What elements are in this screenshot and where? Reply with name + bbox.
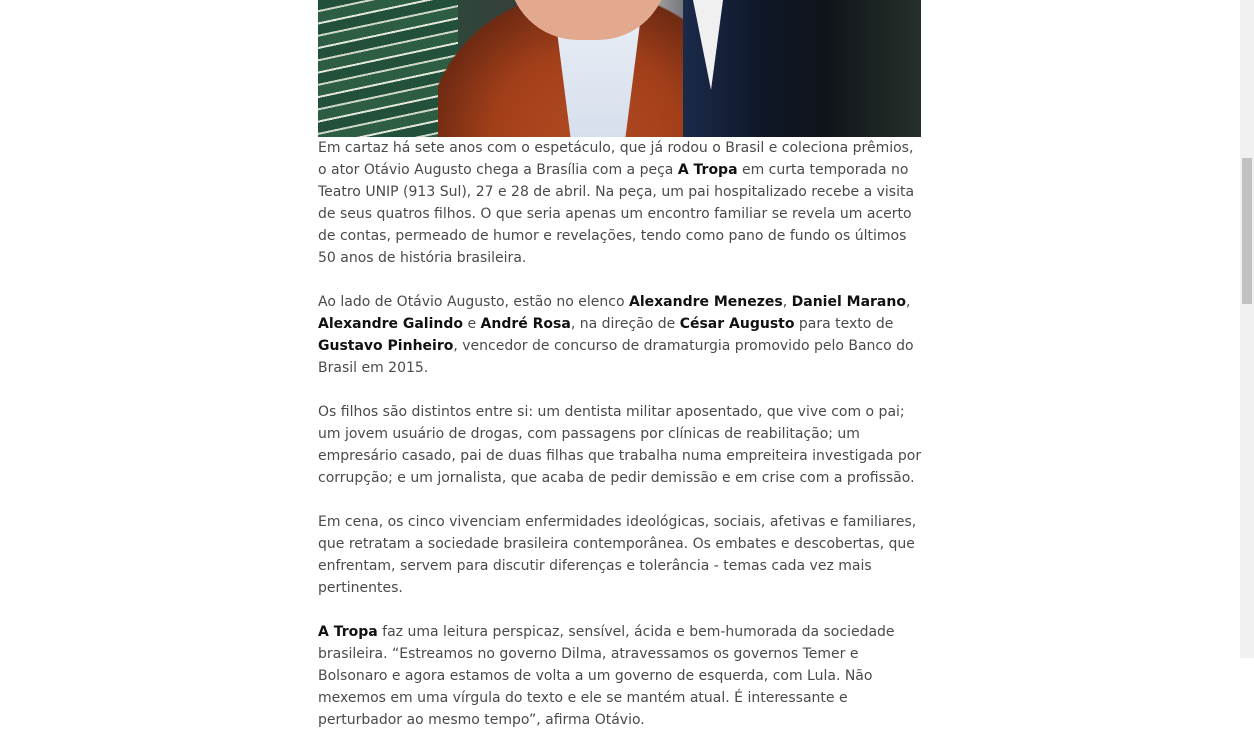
paragraph-5 — [318, 621, 922, 731]
paragraph-2 — [318, 291, 922, 379]
text-span: para texto de — [794, 316, 894, 332]
text-span: Em cartaz há sete anos com o espetáculo, que já rodou o Brasil e coleciona prêmios, o ator Otávio Augusto chega a Brasília com a peça — [318, 140, 914, 178]
scrollbar-thumb[interactable] — [1242, 158, 1252, 304]
actor-name: André Rosa — [480, 316, 571, 332]
page-scrollbar[interactable] — [1240, 0, 1254, 658]
actor-name: Alexandre Galindo — [318, 316, 464, 332]
play-title: A Tropa — [318, 624, 378, 640]
text-span: , — [782, 294, 792, 310]
paragraph-1 — [318, 137, 922, 269]
paragraph-4: Em cena, os cinco vivenciam enfermidades ideológicas, sociais, afetivas e familiares, que retratam a sociedade brasileira contemporânea. Os embates e descobertas, que enfrentam, servem para discutir diferenças e tolerância - temas cada vez mais pertinentes. — [318, 514, 917, 596]
actor-name: Alexandre Menezes — [629, 294, 783, 310]
article-body — [318, 137, 922, 753]
play-title: A Tropa — [677, 162, 738, 178]
text-span: , — [905, 294, 911, 310]
text-span: e — [463, 316, 481, 332]
text-span: , vencedor de concurso de dramaturgia promovido pelo Banco do Brasil em 2015. — [318, 338, 914, 376]
text-span: Ao lado de Otávio Augusto, estão no elenco — [318, 294, 629, 310]
writer-name: Gustavo Pinheiro — [318, 338, 454, 354]
actor-name: Daniel Marano — [791, 294, 906, 310]
text-span: em curta temporada no Teatro UNIP (913 Sul), 27 e 28 de abril. Na peça, um pai hospitalizado recebe a visita de seus quatros filhos. O que seria apenas um encontro familiar se revela um acerto de contas, permeado de humor e revelações, tendo como pano de fundo os últimos 50 anos de história brasileira. — [318, 162, 915, 266]
photo-dark-suit — [683, 0, 921, 137]
text-span: faz uma leitura perspicaz, sensível, ácida e bem-humorada da sociedade brasileira. “Estreamos no governo Dilma, atravessamos os governos Temer e Bolsonaro e agora estamos de volta a um governo de esquerda, com Lula. Não mexemos em uma vírgula do texto e ele se mantém atual. É interessante e perturbador ao mesmo tempo”, afirma Otávio. — [318, 624, 895, 728]
director-name: César Augusto — [679, 316, 795, 332]
photo-striped-shirt — [318, 0, 458, 137]
paragraph-3: Os filhos são distintos entre si: um dentista militar aposentado, que vive com o pai; um jovem usuário de drogas, com passagens por clínicas de reabilitação; um empresário casado, pai de duas filhas que trabalha numa empreiteira investigada por corrupção; e um jornalista, que acaba de pedir demissão e em crise com a profissão. — [318, 404, 922, 486]
article-photo — [318, 0, 921, 137]
text-span: , na direção de — [570, 316, 680, 332]
